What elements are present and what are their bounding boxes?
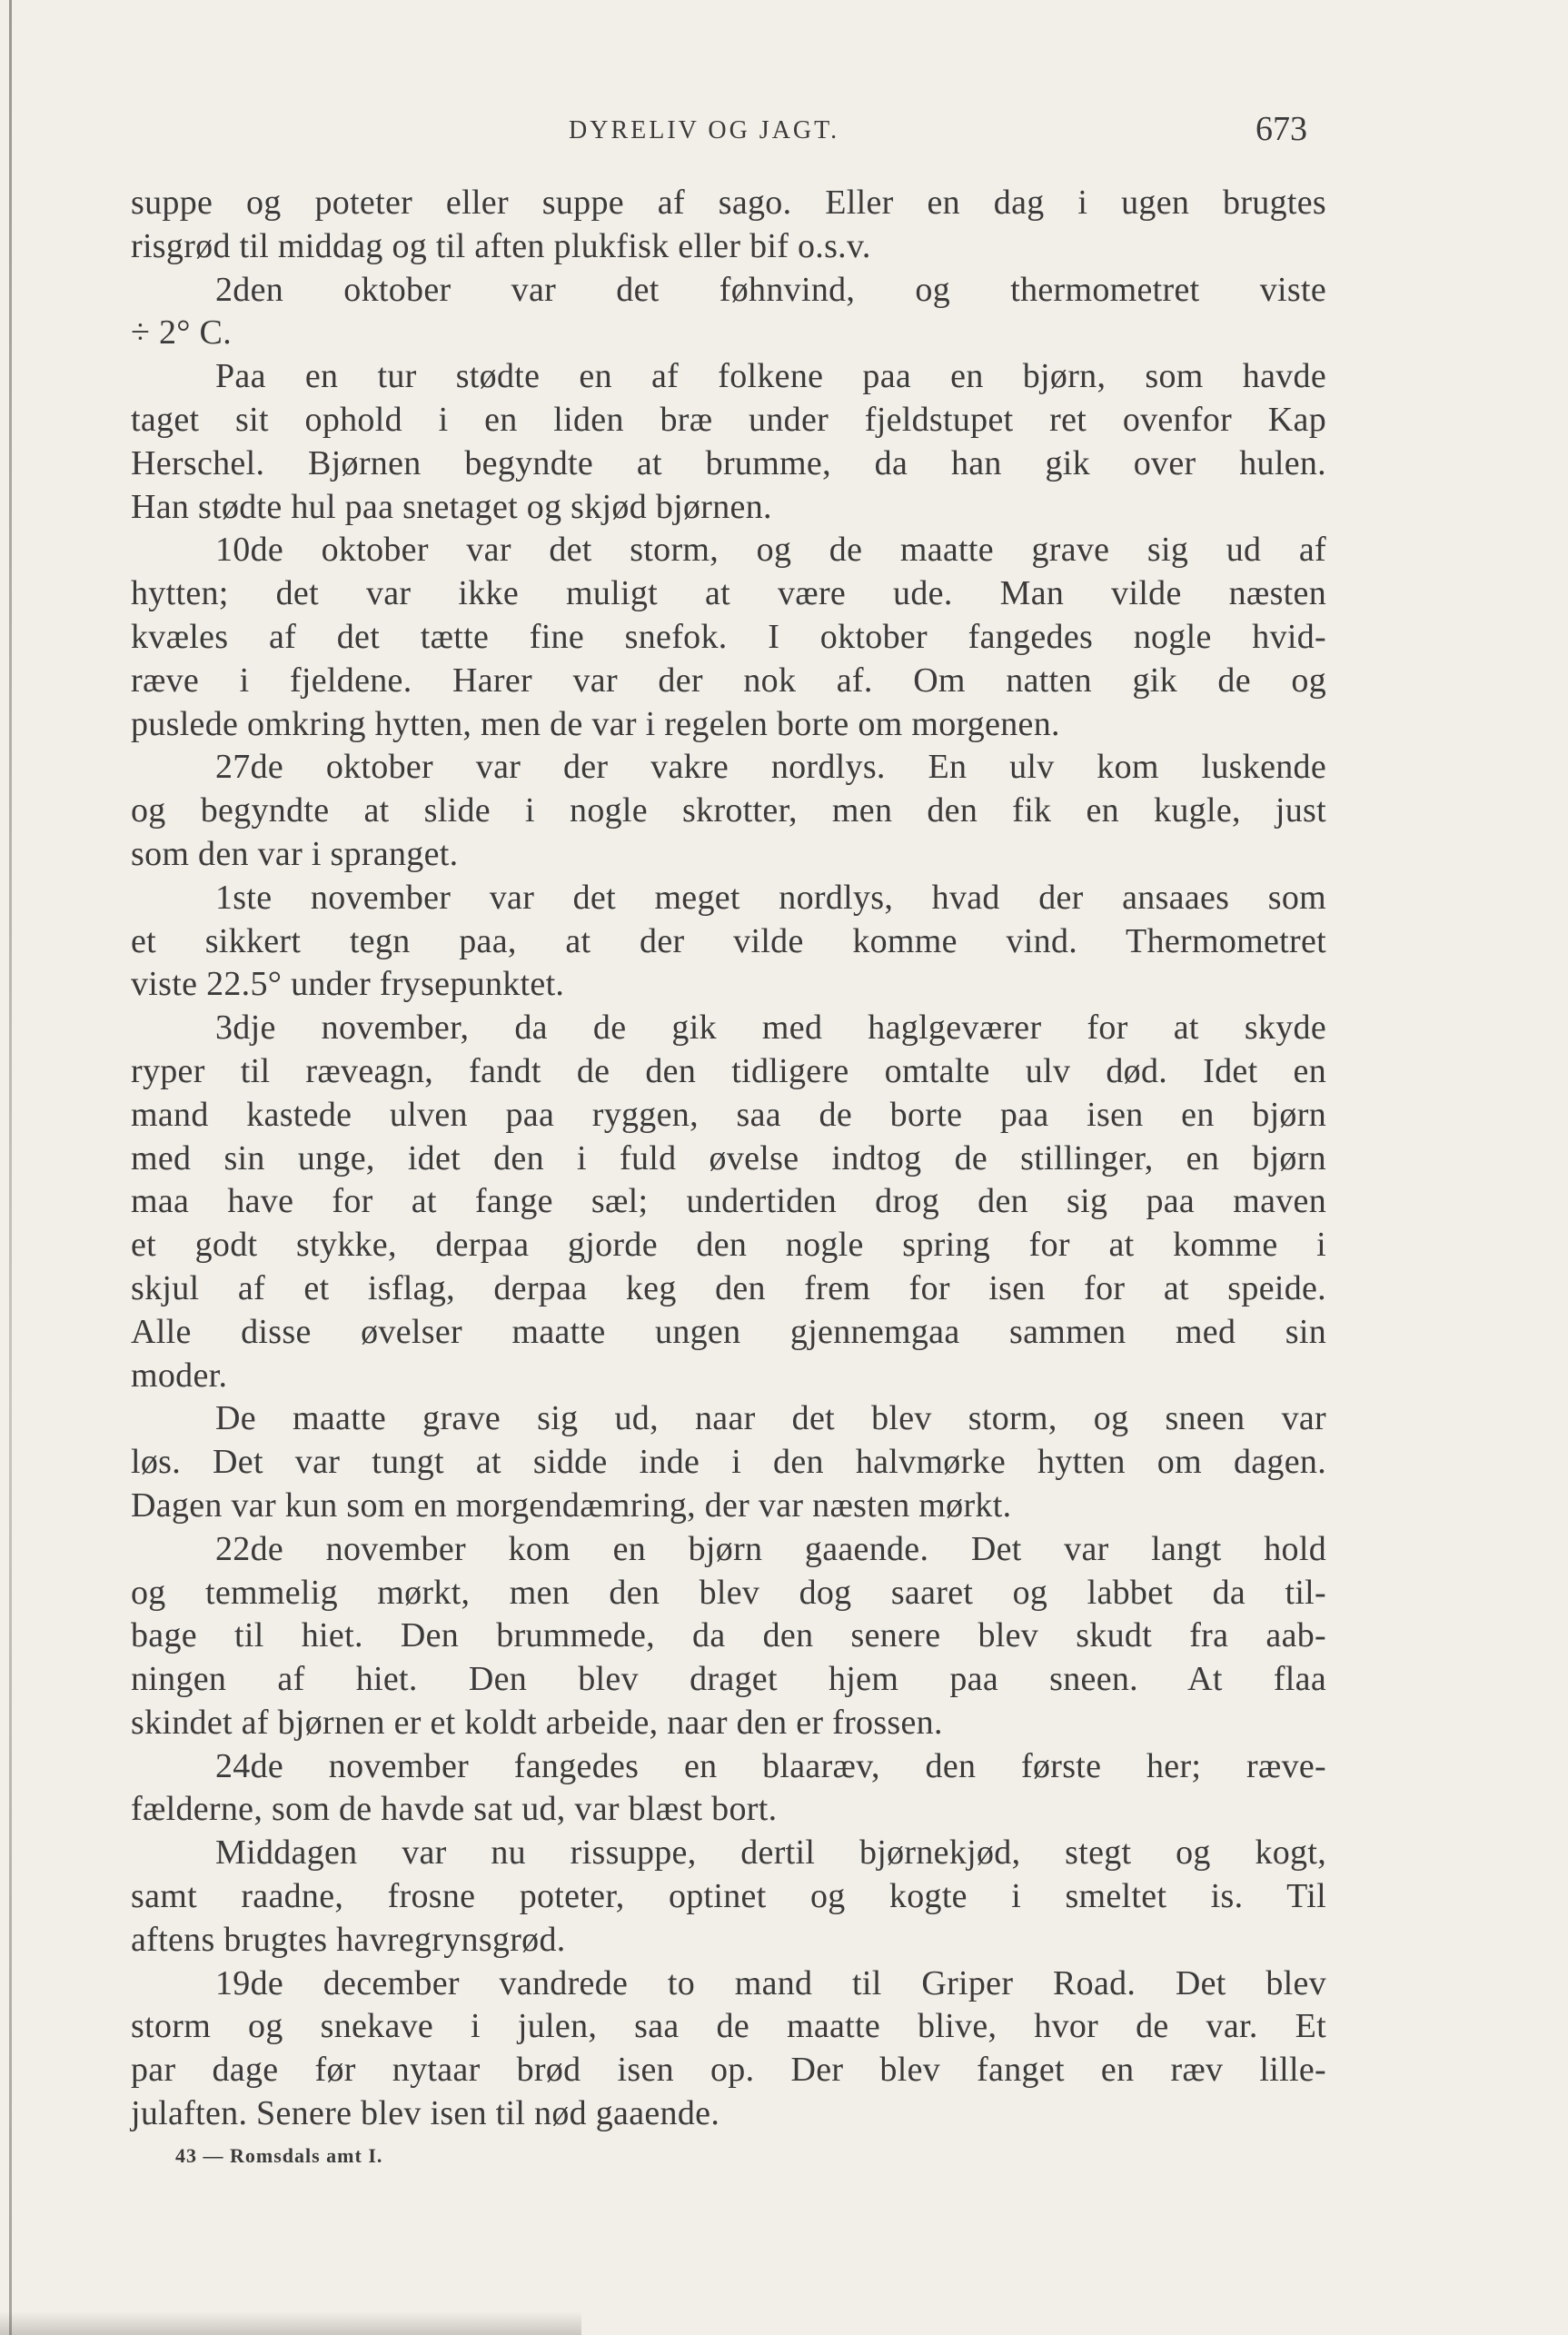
text-line: 2den oktober var det føhnvind, og thermometret viste <box>215 270 1326 309</box>
text-line: skjul af et isflag, derpaa keg den frem for isen for at speide. <box>131 1268 1326 1307</box>
text-line: 22de november kom en bjørn gaaende. Det var langt hold <box>215 1529 1326 1568</box>
text-line: Alle disse øvelser maatte ungen gjennemgaa sammen med sin <box>131 1312 1326 1351</box>
text-line: moder. <box>131 1356 228 1395</box>
text-line: mand kastede ulven paa ryggen, saa de borte paa isen en bjørn <box>131 1095 1326 1134</box>
running-head <box>0 109 1568 148</box>
page-number: 673 <box>1255 110 1307 148</box>
text-line: fælderne, som de havde sat ud, var blæst bort. <box>131 1790 778 1829</box>
text-line: viste 22.5° under frysepunktet. <box>131 965 565 1004</box>
text-line: Han stødte hul paa snetaget og skjød bjørnen. <box>131 487 772 526</box>
page-bottom-shadow <box>0 2311 581 2335</box>
text-line: som den var i spranget. <box>131 834 459 873</box>
text-line: hytten; det var ikke muligt at være ude. Man vilde næsten <box>131 574 1326 613</box>
text-line: med sin unge, idet den i fuld øvelse indtog de stillinger, en bjørn <box>131 1138 1326 1177</box>
text-line: Middagen var nu rissuppe, dertil bjørnekjød, stegt og kogt, <box>215 1833 1326 1873</box>
text-line: skindet af bjørnen er et koldt arbeide, naar den er frossen. <box>131 1703 943 1742</box>
text-line: løs. Det var tungt at sidde inde i den halvmørke hytten om dagen. <box>131 1443 1326 1482</box>
text-line: samt raadne, frosne poteter, optinet og kogte i smeltet is. Til <box>131 1877 1326 1916</box>
text-line: ningen af hiet. Den blev draget hjem paa sneen. At flaa <box>131 1660 1326 1699</box>
text-line: 24de november fangedes en blaaræv, den første her; ræve- <box>215 1746 1326 1785</box>
text-line: taget sit ophold i en liden bræ under fjeldstupet ret ovenfor Kap <box>131 400 1326 439</box>
text-line: Herschel. Bjørnen begyndte at brumme, da han gik over hulen. <box>131 443 1326 482</box>
text-line: puslede omkring hytten, men de var i regelen borte om morgenen. <box>131 704 1060 743</box>
text-line: og temmelig mørkt, men den blev dog saaret og labbet da til- <box>131 1573 1326 1612</box>
text-line: Dagen var kun som en morgendæmring, der var næsten mørkt. <box>131 1485 1012 1525</box>
text-line: og begyndte at slide i nogle skrotter, men den fik en kugle, just <box>131 791 1326 830</box>
text-line: aftens brugtes havregrynsgrød. <box>131 1920 566 1959</box>
text-line: De maatte grave sig ud, naar det blev storm, og sneen var <box>215 1399 1326 1438</box>
running-head-title: DYRELIV OG JAGT. <box>569 116 840 144</box>
text-line: 3dje november, da de gik med haglgeværer for at skyde <box>215 1009 1326 1048</box>
text-line: risgrød til middag og til aften plukfisk eller bif o.s.v. <box>131 226 871 265</box>
text-line: 10de oktober var det storm, og de maatte grave sig ud af <box>215 531 1326 570</box>
text-line: et sikkert tegn paa, at der vilde komme vind. Thermometret <box>131 921 1326 960</box>
printer-signature: 43 — Romsdals amt I. <box>175 2144 383 2167</box>
text-line: ræve i fjeldene. Harer var der nok af. Om natten gik de og <box>131 661 1326 700</box>
text-line: ryper til ræveagn, fandt de den tidligere omtalte ulv død. Idet en <box>131 1051 1326 1090</box>
text-line: suppe og poteter eller suppe af sago. Eller en dag i ugen brugtes <box>131 184 1326 222</box>
text-line: ÷ 2° C. <box>131 313 232 353</box>
text-line: maa have for at fange sæl; undertiden drog den sig paa maven <box>131 1182 1326 1221</box>
text-line: Paa en tur stødte en af folkene paa en bjørn, som havde <box>215 357 1326 396</box>
text-line: storm og snekave i julen, saa de maatte blive, hvor de var. Et <box>131 2007 1326 2046</box>
text-line: par dage før nytaar brød isen op. Der blev fanget en ræv lille- <box>131 2051 1326 2090</box>
text-line: 19de december vandrede to mand til Griper Road. Det blev <box>215 1963 1326 2002</box>
text-line: 1ste november var det meget nordlys, hvad der ansaaes som <box>215 878 1326 917</box>
text-line: et godt stykke, derpaa gjorde den nogle spring for at komme i <box>131 1226 1326 1265</box>
text-line: kvæles af det tætte fine snefok. I oktober fangedes nogle hvid- <box>131 617 1326 656</box>
body-text <box>131 182 1326 2136</box>
page-edge <box>9 0 12 2335</box>
text-line: 27de oktober var der vakre nordlys. En ulv kom luskende <box>215 748 1326 787</box>
text-line: bage til hiet. Den brummede, da den senere blev skudt fra aab- <box>131 1616 1326 1655</box>
text-line: julaften. Senere blev isen til nød gaaende. <box>131 2094 720 2133</box>
